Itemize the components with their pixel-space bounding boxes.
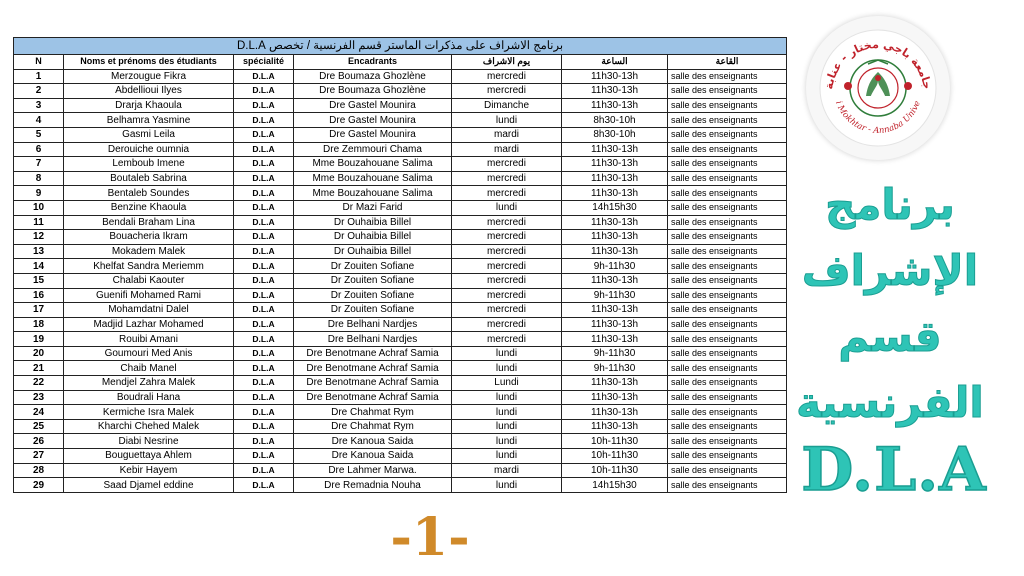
cell-student-name: Drarja Khaoula	[64, 98, 234, 113]
side-title-line-2: الإشراف	[801, 246, 979, 295]
side-title-line-4: الفرنسية	[796, 378, 984, 427]
cell-day: mardi	[452, 463, 562, 478]
cell-room: salle des enseignants	[668, 449, 787, 464]
cell-room: salle des enseignants	[668, 478, 787, 493]
cell-student-name: Saad Djamel eddine	[64, 478, 234, 493]
cell-encadrant: Mme Bouzahouane Salima	[294, 186, 452, 201]
cell-day: mercredi	[452, 317, 562, 332]
table-row	[14, 157, 787, 172]
table-body	[14, 69, 787, 492]
cell-specialite: D.L.A	[234, 419, 294, 434]
cell-time: 8h30-10h	[562, 113, 668, 128]
cell-student-name: Abdellioui Ilyes	[64, 84, 234, 99]
cell-room: salle des enseignants	[668, 84, 787, 99]
cell-time: 11h30-13h	[562, 273, 668, 288]
schedule-table-container	[13, 37, 786, 493]
cell-specialite: D.L.A	[234, 288, 294, 303]
cell-time: 9h-11h30	[562, 346, 668, 361]
cell-number: 11	[14, 215, 64, 230]
cell-student-name: Mohamdatni Dalel	[64, 303, 234, 318]
table-row	[14, 288, 787, 303]
logo-arabic-name: جامعة باجي مختار - عنابة	[822, 37, 934, 91]
cell-specialite: D.L.A	[234, 215, 294, 230]
cell-number: 7	[14, 157, 64, 172]
cell-day: mercredi	[452, 215, 562, 230]
table-row	[14, 449, 787, 464]
cell-time: 11h30-13h	[562, 332, 668, 347]
cell-day: lundi	[452, 449, 562, 464]
university-logo	[806, 16, 950, 160]
cell-time: 11h30-13h	[562, 142, 668, 157]
table-row	[14, 361, 787, 376]
cell-time: 11h30-13h	[562, 157, 668, 172]
cell-day: lundi	[452, 390, 562, 405]
cell-encadrant: Dr Ouhaibia Billel	[294, 230, 452, 245]
cell-student-name: Boudrali Hana	[64, 390, 234, 405]
cell-day: mercredi	[452, 186, 562, 201]
cell-number: 5	[14, 127, 64, 142]
table-row	[14, 434, 787, 449]
cell-time: 11h30-13h	[562, 230, 668, 245]
cell-encadrant: Dre Benotmane Achraf Samia	[294, 390, 452, 405]
university-seal-icon	[806, 16, 950, 160]
cell-encadrant: Mme Bouzahouane Salima	[294, 171, 452, 186]
cell-student-name: Kebir Hayem	[64, 463, 234, 478]
col-header-specialite: spécialité	[234, 55, 294, 70]
page-number: -1-	[390, 507, 470, 568]
cell-specialite: D.L.A	[234, 244, 294, 259]
cell-encadrant: Dre Benotmane Achraf Samia	[294, 361, 452, 376]
cell-student-name: Chalabi Kaouter	[64, 273, 234, 288]
cell-specialite: D.L.A	[234, 405, 294, 420]
cell-room: salle des enseignants	[668, 171, 787, 186]
cell-student-name: Gasmi Leila	[64, 127, 234, 142]
cell-encadrant: Dre Lahmer Marwa.	[294, 463, 452, 478]
cell-number: 3	[14, 98, 64, 113]
cell-specialite: D.L.A	[234, 390, 294, 405]
cell-specialite: D.L.A	[234, 113, 294, 128]
cell-student-name: Lemboub Imene	[64, 157, 234, 172]
cell-student-name: Diabi Nesrine	[64, 434, 234, 449]
table-row	[14, 113, 787, 128]
table-row	[14, 463, 787, 478]
cell-day: Lundi	[452, 376, 562, 391]
cell-day: mardi	[452, 127, 562, 142]
cell-encadrant: Dr Ouhaibia Billel	[294, 244, 452, 259]
cell-encadrant: Dre Belhani Nardjes	[294, 317, 452, 332]
table-row	[14, 303, 787, 318]
cell-student-name: Chaib Manel	[64, 361, 234, 376]
cell-specialite: D.L.A	[234, 259, 294, 274]
cell-student-name: Belhamra Yasmine	[64, 113, 234, 128]
cell-specialite: D.L.A	[234, 434, 294, 449]
cell-day: mercredi	[452, 230, 562, 245]
cell-student-name: Bentaleb Soundes	[64, 186, 234, 201]
cell-encadrant: Dre Zemmouri Chama	[294, 142, 452, 157]
cell-room: salle des enseignants	[668, 361, 787, 376]
cell-encadrant: Dre Chahmat Rym	[294, 405, 452, 420]
side-title-line-1: برنامج	[825, 180, 955, 229]
table-row	[14, 419, 787, 434]
cell-day: lundi	[452, 200, 562, 215]
cell-day: mercredi	[452, 259, 562, 274]
cell-number: 6	[14, 142, 64, 157]
cell-day: lundi	[452, 346, 562, 361]
cell-encadrant: Dre Benotmane Achraf Samia	[294, 346, 452, 361]
cell-time: 10h-11h30	[562, 463, 668, 478]
cell-time: 11h30-13h	[562, 376, 668, 391]
cell-encadrant: Dre Chahmat Rym	[294, 419, 452, 434]
cell-room: salle des enseignants	[668, 244, 787, 259]
cell-student-name: Boutaleb Sabrina	[64, 171, 234, 186]
col-header-room: القاعة	[668, 55, 787, 70]
cell-student-name: Kharchi Chehed Malek	[64, 419, 234, 434]
logo-latin-name: i Mokhtar - Annaba Unive	[833, 99, 923, 136]
cell-room: salle des enseignants	[668, 376, 787, 391]
cell-number: 15	[14, 273, 64, 288]
cell-time: 14h15h30	[562, 200, 668, 215]
cell-number: 9	[14, 186, 64, 201]
table-header-row	[14, 55, 787, 70]
table-row	[14, 259, 787, 274]
department-code: D.L.A	[801, 435, 987, 505]
cell-room: salle des enseignants	[668, 200, 787, 215]
cell-student-name: Bouguettaya Ahlem	[64, 449, 234, 464]
cell-specialite: D.L.A	[234, 69, 294, 84]
cell-time: 11h30-13h	[562, 215, 668, 230]
cell-encadrant: Dre Kanoua Saida	[294, 449, 452, 464]
col-header-n: N	[14, 55, 64, 70]
side-title-line-3: قسم	[838, 312, 942, 361]
table-row	[14, 332, 787, 347]
cell-time: 9h-11h30	[562, 288, 668, 303]
table-row	[14, 142, 787, 157]
cell-room: salle des enseignants	[668, 186, 787, 201]
table-row	[14, 273, 787, 288]
cell-time: 11h30-13h	[562, 171, 668, 186]
cell-encadrant: Dr Mazi Farid	[294, 200, 452, 215]
cell-time: 10h-11h30	[562, 434, 668, 449]
cell-student-name: Rouibi Amani	[64, 332, 234, 347]
cell-number: 28	[14, 463, 64, 478]
cell-number: 12	[14, 230, 64, 245]
cell-specialite: D.L.A	[234, 157, 294, 172]
cell-day: Dimanche	[452, 98, 562, 113]
cell-encadrant: Dre Benotmane Achraf Samia	[294, 376, 452, 391]
table-row	[14, 215, 787, 230]
cell-student-name: Goumouri Med Anis	[64, 346, 234, 361]
cell-room: salle des enseignants	[668, 332, 787, 347]
cell-room: salle des enseignants	[668, 434, 787, 449]
cell-room: salle des enseignants	[668, 273, 787, 288]
cell-encadrant: Dre Gastel Mounira	[294, 98, 452, 113]
cell-day: lundi	[452, 478, 562, 493]
cell-specialite: D.L.A	[234, 84, 294, 99]
cell-room: salle des enseignants	[668, 230, 787, 245]
cell-number: 14	[14, 259, 64, 274]
cell-number: 29	[14, 478, 64, 493]
cell-encadrant: Dr Ouhaibia Billel	[294, 215, 452, 230]
cell-day: lundi	[452, 419, 562, 434]
cell-encadrant: Dr Zouiten Sofiane	[294, 259, 452, 274]
cell-room: salle des enseignants	[668, 127, 787, 142]
cell-day: lundi	[452, 405, 562, 420]
cell-day: mercredi	[452, 332, 562, 347]
cell-student-name: Mokadem Malek	[64, 244, 234, 259]
table-title-row	[14, 38, 787, 55]
cell-number: 4	[14, 113, 64, 128]
cell-specialite: D.L.A	[234, 332, 294, 347]
cell-time: 11h30-13h	[562, 317, 668, 332]
cell-specialite: D.L.A	[234, 478, 294, 493]
cell-time: 11h30-13h	[562, 390, 668, 405]
cell-room: salle des enseignants	[668, 303, 787, 318]
cell-specialite: D.L.A	[234, 303, 294, 318]
cell-encadrant: Dre Boumaza Ghozlène	[294, 69, 452, 84]
cell-number: 23	[14, 390, 64, 405]
cell-room: salle des enseignants	[668, 142, 787, 157]
cell-day: mercredi	[452, 244, 562, 259]
table-row	[14, 405, 787, 420]
cell-number: 21	[14, 361, 64, 376]
table-row	[14, 186, 787, 201]
cell-time: 10h-11h30	[562, 449, 668, 464]
cell-specialite: D.L.A	[234, 376, 294, 391]
cell-room: salle des enseignants	[668, 346, 787, 361]
col-header-encadrants: Encadrants	[294, 55, 452, 70]
side-arabic-title	[790, 172, 990, 436]
cell-time: 11h30-13h	[562, 84, 668, 99]
cell-day: mercredi	[452, 69, 562, 84]
cell-time: 11h30-13h	[562, 405, 668, 420]
cell-time: 8h30-10h	[562, 127, 668, 142]
cell-specialite: D.L.A	[234, 230, 294, 245]
table-row	[14, 317, 787, 332]
cell-number: 26	[14, 434, 64, 449]
cell-student-name: Guenifi Mohamed Rami	[64, 288, 234, 303]
supervision-schedule-table	[13, 37, 787, 493]
cell-room: salle des enseignants	[668, 157, 787, 172]
cell-encadrant: Dre Remadnia Nouha	[294, 478, 452, 493]
cell-day: lundi	[452, 434, 562, 449]
cell-specialite: D.L.A	[234, 142, 294, 157]
cell-time: 11h30-13h	[562, 419, 668, 434]
table-row	[14, 69, 787, 84]
cell-room: salle des enseignants	[668, 215, 787, 230]
cell-number: 16	[14, 288, 64, 303]
cell-number: 19	[14, 332, 64, 347]
cell-time: 9h-11h30	[562, 361, 668, 376]
cell-room: salle des enseignants	[668, 390, 787, 405]
cell-day: mercredi	[452, 288, 562, 303]
cell-specialite: D.L.A	[234, 449, 294, 464]
cell-day: mercredi	[452, 273, 562, 288]
cell-number: 2	[14, 84, 64, 99]
cell-encadrant: Dr Zouiten Sofiane	[294, 273, 452, 288]
cell-student-name: Benzine Khaoula	[64, 200, 234, 215]
cell-room: salle des enseignants	[668, 98, 787, 113]
cell-time: 11h30-13h	[562, 186, 668, 201]
cell-student-name: Bouacheria Ikram	[64, 230, 234, 245]
cell-encadrant: Dre Kanoua Saida	[294, 434, 452, 449]
cell-room: salle des enseignants	[668, 419, 787, 434]
cell-room: salle des enseignants	[668, 405, 787, 420]
cell-number: 10	[14, 200, 64, 215]
cell-number: 27	[14, 449, 64, 464]
cell-specialite: D.L.A	[234, 463, 294, 478]
table-row	[14, 346, 787, 361]
cell-room: salle des enseignants	[668, 259, 787, 274]
table-row	[14, 478, 787, 493]
cell-day: mercredi	[452, 84, 562, 99]
col-header-time: الساعة	[562, 55, 668, 70]
cell-day: mercredi	[452, 157, 562, 172]
cell-day: lundi	[452, 113, 562, 128]
cell-time: 11h30-13h	[562, 69, 668, 84]
cell-day: mardi	[452, 142, 562, 157]
table-row	[14, 171, 787, 186]
cell-specialite: D.L.A	[234, 273, 294, 288]
cell-room: salle des enseignants	[668, 113, 787, 128]
cell-specialite: D.L.A	[234, 200, 294, 215]
table-row	[14, 376, 787, 391]
cell-student-name: Khelfat Sandra Meriemm	[64, 259, 234, 274]
cell-time: 9h-11h30	[562, 259, 668, 274]
cell-number: 17	[14, 303, 64, 318]
cell-number: 13	[14, 244, 64, 259]
table-row	[14, 127, 787, 142]
cell-number: 1	[14, 69, 64, 84]
cell-encadrant: Mme Bouzahouane Salima	[294, 157, 452, 172]
cell-student-name: Merzougue Fikra	[64, 69, 234, 84]
cell-specialite: D.L.A	[234, 127, 294, 142]
cell-specialite: D.L.A	[234, 171, 294, 186]
col-header-name: Noms et prénoms des étudiants	[64, 55, 234, 70]
table-row	[14, 230, 787, 245]
cell-student-name: Bendali Braham Lina	[64, 215, 234, 230]
cell-student-name: Kermiche Isra Malek	[64, 405, 234, 420]
cell-room: salle des enseignants	[668, 317, 787, 332]
cell-time: 11h30-13h	[562, 303, 668, 318]
cell-number: 25	[14, 419, 64, 434]
cell-specialite: D.L.A	[234, 361, 294, 376]
cell-encadrant: Dre Gastel Mounira	[294, 113, 452, 128]
table-row	[14, 84, 787, 99]
cell-specialite: D.L.A	[234, 98, 294, 113]
cell-encadrant: Dre Belhani Nardjes	[294, 332, 452, 347]
table-title: برنامج الاشراف على مذكرات الماستر قسم الفرنسية / تخصص D.L.A	[14, 38, 787, 55]
cell-room: salle des enseignants	[668, 288, 787, 303]
cell-time: 11h30-13h	[562, 98, 668, 113]
cell-day: mercredi	[452, 171, 562, 186]
table-row	[14, 200, 787, 215]
cell-encadrant: Dr Zouiten Sofiane	[294, 288, 452, 303]
cell-encadrant: Dr Zouiten Sofiane	[294, 303, 452, 318]
cell-encadrant: Dre Gastel Mounira	[294, 127, 452, 142]
cell-room: salle des enseignants	[668, 69, 787, 84]
cell-number: 24	[14, 405, 64, 420]
cell-specialite: D.L.A	[234, 186, 294, 201]
cell-number: 22	[14, 376, 64, 391]
cell-student-name: Derouiche oumnia	[64, 142, 234, 157]
cell-day: mercredi	[452, 303, 562, 318]
cell-time: 14h15h30	[562, 478, 668, 493]
cell-day: lundi	[452, 361, 562, 376]
cell-student-name: Mendjel Zahra Malek	[64, 376, 234, 391]
cell-number: 8	[14, 171, 64, 186]
cell-time: 11h30-13h	[562, 244, 668, 259]
cell-specialite: D.L.A	[234, 317, 294, 332]
cell-room: salle des enseignants	[668, 463, 787, 478]
cell-number: 18	[14, 317, 64, 332]
cell-specialite: D.L.A	[234, 346, 294, 361]
cell-student-name: Madjid Lazhar Mohamed	[64, 317, 234, 332]
table-row	[14, 390, 787, 405]
col-header-day: يوم الاشراف	[452, 55, 562, 70]
table-row	[14, 98, 787, 113]
cell-encadrant: Dre Boumaza Ghozlène	[294, 84, 452, 99]
cell-number: 20	[14, 346, 64, 361]
table-row	[14, 244, 787, 259]
